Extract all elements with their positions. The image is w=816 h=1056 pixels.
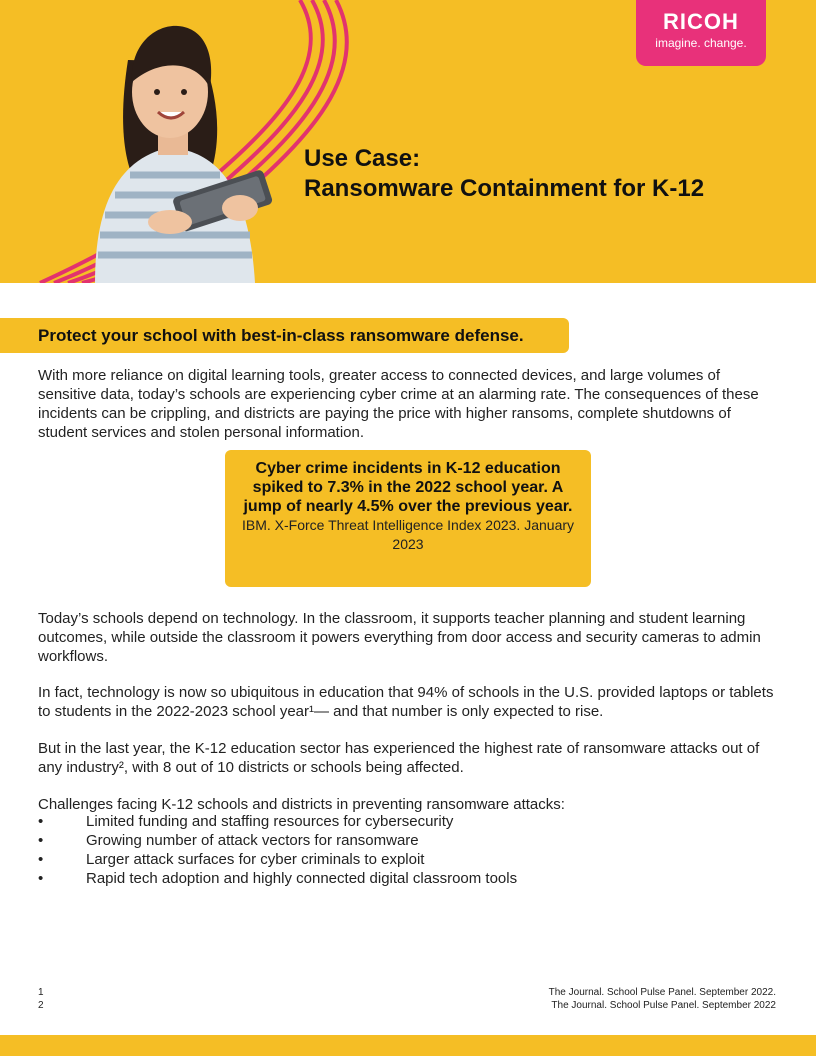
logo-wordmark: RICOH [663,9,739,34]
list-item-text: Larger attack surfaces for cyber criminals to exploit [86,851,425,868]
challenges-list [38,812,778,888]
banner-heading: Protect your school with best-in-class ransomware defense. [38,326,524,345]
stat-callout [225,450,591,587]
stat-source: IBM. X-Force Threat Intelligence Index 2023. January 2023 [241,517,575,552]
list-item [38,850,778,869]
list-item [38,831,778,850]
footer-bar [0,1035,816,1056]
logo-tagline: imagine. change. [655,36,747,50]
footnote-numbers [38,986,44,1012]
page-title [304,144,704,204]
footnote-reference: The Journal. School Pulse Panel. September 2022 [551,1000,776,1011]
list-item [38,869,778,888]
stat-headline: Cyber crime incidents in K-12 education spiked to 7.3% in the 2022 school year. A jump of nearly 4.5% over the previous year. [243,460,573,515]
title-line-2: Ransomware Containment for K-12 [304,175,705,202]
intro-paragraph: With more reliance on digital learning tools, greater access to connected devices, and large volumes of sensitive data, today’s schools are experiencing cyber crime at an alarming rate. The consequences of these incidents can be crippling, and districts are paying the price with higher ransoms, complete shutdowns of student services and stolen personal information. [38,367,759,441]
body-paragraph-3: But in the last year, the K-12 education sector has experienced the highest rate of ransomware attacks out of any industry², with 8 out of 10 districts or schools being affected. [38,740,760,776]
list-item-text: Rapid tech adoption and highly connected digital classroom tools [86,870,518,887]
bullet: • [38,851,44,868]
hero-banner [0,0,816,283]
child-holding-tablet-photo [95,26,273,283]
bullet: • [38,813,44,830]
challenges-intro: Challenges facing K-12 schools and districts in preventing ransomware attacks: [38,796,565,813]
list-item-text: Limited funding and staffing resources for cybersecurity [86,813,454,830]
section-banner [0,318,569,353]
footnote-reference: The Journal. School Pulse Panel. September 2022. [548,987,776,998]
list-item-text: Growing number of attack vectors for ransomware [86,832,419,849]
bullet: • [38,832,44,849]
list-item [38,812,778,831]
body-paragraph-1: Today’s schools depend on technology. In the classroom, it supports teacher planning and student learning outcomes, while outside the classroom it powers everything from door access and security cameras to admin workflows. [38,610,761,665]
bullet: • [38,870,44,887]
footnote-number: 2 [38,1000,44,1011]
body-paragraph-2: In fact, technology is now so ubiquitous in education that 94% of schools in the U.S. provided laptops or tablets to students in the 2022-2023 school year¹— and that number is only expected to rise. [38,684,774,720]
footnote-number: 1 [38,987,44,998]
footnote-references [549,986,776,1012]
ricoh-logo[interactable] [636,0,766,66]
title-line-1: Use Case: [304,145,421,172]
